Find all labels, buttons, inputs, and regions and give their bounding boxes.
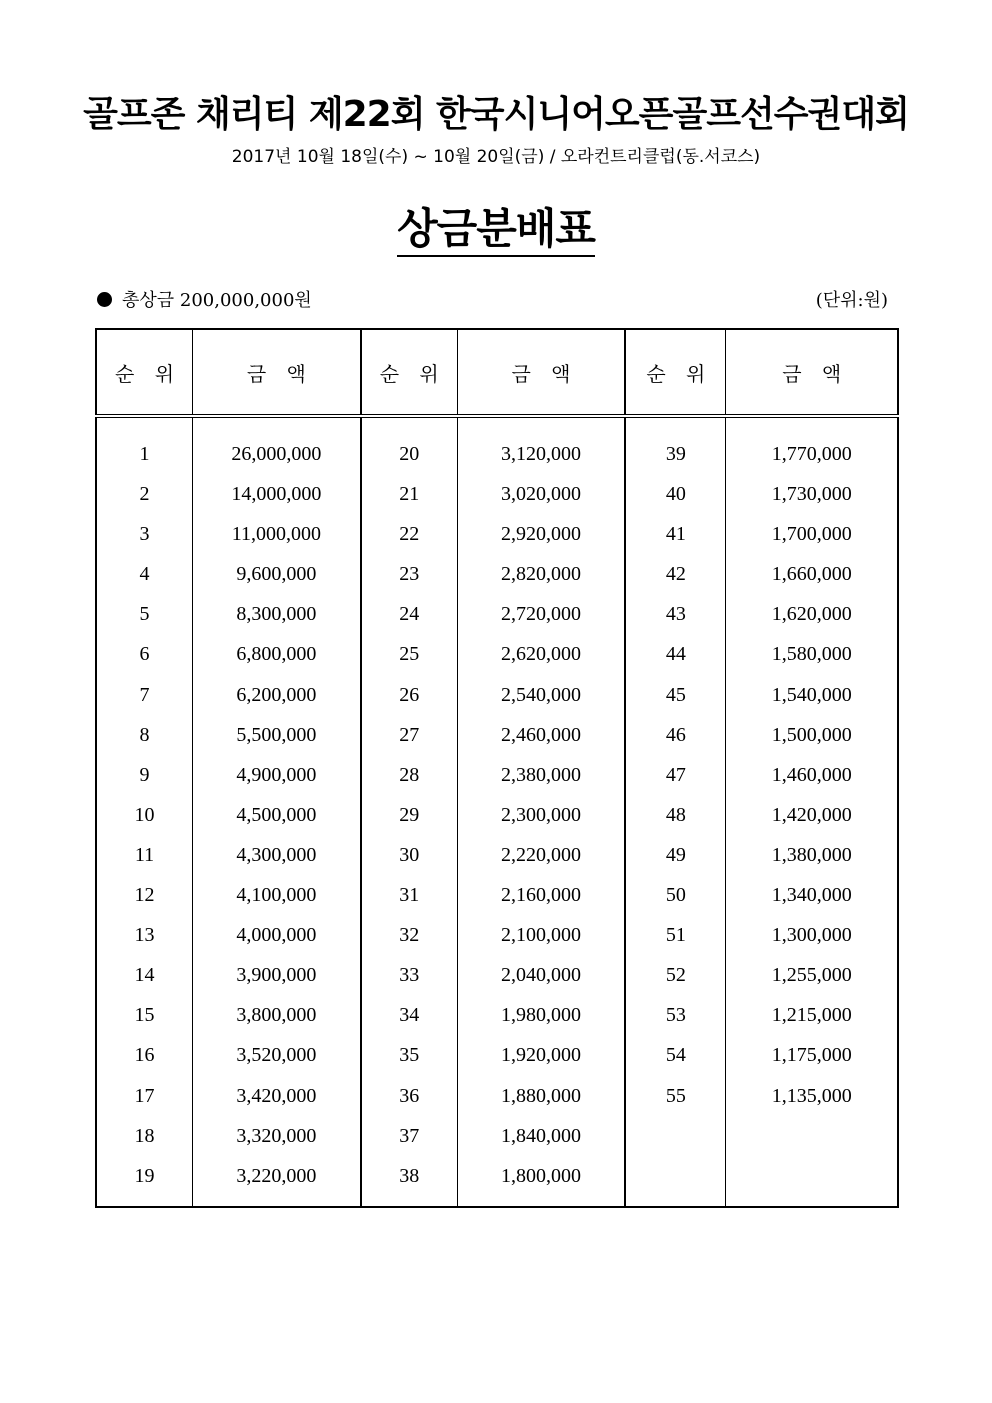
amount-cell: 3,420,000 <box>236 1084 317 1107</box>
rank-cell: 33 <box>399 964 420 987</box>
amount-cell: 4,500,000 <box>236 803 317 826</box>
rank-cell: 30 <box>399 843 420 866</box>
amount-column-2 <box>457 416 625 1207</box>
rank-cell: 51 <box>665 924 686 947</box>
rank-cell: 45 <box>665 683 686 706</box>
amount-cell: 2,220,000 <box>501 843 581 866</box>
rank-cell: 48 <box>665 803 686 826</box>
amount-cell: 1,340,000 <box>771 884 852 907</box>
tournament-title: 골프존 채리티 제22회 한국시니어오픈골프선수권대회 <box>83 94 909 135</box>
rank-cell: 28 <box>399 763 420 786</box>
amount-cell: 2,040,000 <box>501 964 581 987</box>
rank-cell: 8 <box>139 723 150 746</box>
rank-cell: 15 <box>134 1004 155 1027</box>
amount-cell: 3,520,000 <box>236 1044 317 1067</box>
amount-header: 금 액 <box>193 329 361 416</box>
rank-cell: 38 <box>399 1164 420 1187</box>
amount-cell: 1,380,000 <box>771 843 852 866</box>
document-heading-text: 상금분배표 <box>397 204 595 257</box>
amount-cell: 2,620,000 <box>501 643 581 666</box>
rank-cell: 5 <box>139 603 150 626</box>
amount-cell: 9,600,000 <box>236 563 317 586</box>
amount-cell: 1,770,000 <box>771 443 852 465</box>
amount-cell: 2,380,000 <box>501 763 581 786</box>
amount-cell: 3,220,000 <box>236 1164 317 1187</box>
rank-cell: 16 <box>134 1044 155 1067</box>
rank-cell: 3 <box>139 523 150 546</box>
rank-cell: 12 <box>134 884 155 907</box>
rank-cell: 7 <box>139 683 150 706</box>
amount-cell: 4,300,000 <box>236 843 317 866</box>
rank-cell: 49 <box>665 843 686 866</box>
amount-header: 금 액 <box>726 329 898 416</box>
rank-cell: 10 <box>134 803 155 826</box>
rank-cell: 20 <box>399 443 420 465</box>
amount-cell: 2,160,000 <box>501 884 581 907</box>
rank-cell: 41 <box>665 523 686 546</box>
rank-cell: 37 <box>399 1124 420 1147</box>
rank-cell: 53 <box>665 1004 686 1027</box>
rank-cell: 2 <box>139 483 150 506</box>
rank-cell: 9 <box>139 763 150 786</box>
rank-header: 순 위 <box>625 329 726 416</box>
rank-column-1 <box>96 416 193 1207</box>
tournament-dates-venue: 2017년 10월 18일(수) ~ 10월 20일(금) / 오라컨트리클럽(동.서코스) <box>231 147 761 167</box>
amount-cell: 1,215,000 <box>771 1004 852 1027</box>
rank-cell: 21 <box>399 483 420 506</box>
total-prize <box>97 286 312 312</box>
rank-header: 순 위 <box>96 329 193 416</box>
rank-cell: 14 <box>134 964 155 987</box>
rank-cell: 31 <box>399 884 420 907</box>
unit-label: (단위:원) <box>815 290 888 311</box>
rank-cell: 35 <box>399 1044 420 1067</box>
rank-cell: 42 <box>665 563 686 586</box>
amount-cell: 2,540,000 <box>501 683 581 706</box>
amount-cell: 3,020,000 <box>501 483 581 506</box>
amount-cell: 6,200,000 <box>236 683 317 706</box>
amount-cell: 4,900,000 <box>236 763 317 786</box>
bullet-icon <box>97 292 112 307</box>
amount-cell: 8,300,000 <box>236 603 317 626</box>
amount-cell: 2,820,000 <box>501 563 581 586</box>
amount-cell: 26,000,000 <box>231 443 322 465</box>
rank-cell: 40 <box>665 483 686 506</box>
rank-cell: 34 <box>399 1004 420 1027</box>
rank-column-3 <box>625 416 726 1207</box>
amount-cell: 2,300,000 <box>501 803 581 826</box>
rank-cell: 55 <box>665 1084 686 1107</box>
rank-cell: 32 <box>399 924 420 947</box>
amount-cell: 1,580,000 <box>771 643 852 666</box>
amount-cell: 3,120,000 <box>501 443 581 465</box>
amount-cell: 1,500,000 <box>771 723 852 746</box>
rank-column-2 <box>361 416 458 1207</box>
amount-cell: 1,800,000 <box>501 1164 581 1187</box>
rank-cell: 47 <box>665 763 686 786</box>
rank-cell: 36 <box>399 1084 420 1107</box>
rank-cell: 24 <box>399 603 420 626</box>
rank-cell: 44 <box>665 643 686 666</box>
table-header-row <box>96 329 898 416</box>
amount-cell: 6,800,000 <box>236 643 317 666</box>
amount-cell: 4,000,000 <box>236 924 317 947</box>
rank-cell: 52 <box>665 964 686 987</box>
rank-cell: 1 <box>139 443 150 465</box>
document-heading <box>0 196 992 256</box>
rank-header: 순 위 <box>361 329 458 416</box>
rank-cell: 29 <box>399 803 420 826</box>
amount-cell: 1,920,000 <box>501 1044 581 1067</box>
amount-cell: 5,500,000 <box>236 723 317 746</box>
table-body-row <box>96 416 898 1207</box>
rank-cell: 11 <box>134 843 155 866</box>
amount-cell: 1,175,000 <box>771 1044 852 1067</box>
amount-cell: 1,660,000 <box>771 563 852 586</box>
amount-cell: 2,460,000 <box>501 723 581 746</box>
rank-cell: 25 <box>399 643 420 666</box>
rank-cell: 13 <box>134 924 155 947</box>
amount-cell: 1,880,000 <box>501 1084 581 1107</box>
amount-cell: 3,800,000 <box>236 1004 317 1027</box>
amount-cell: 4,100,000 <box>236 884 317 907</box>
amount-cell: 1,255,000 <box>771 964 852 987</box>
rank-cell: 19 <box>134 1164 155 1187</box>
rank-cell: 50 <box>665 884 686 907</box>
amount-cell: 1,980,000 <box>501 1004 581 1027</box>
rank-cell: 6 <box>139 643 150 666</box>
rank-cell: 39 <box>665 443 686 465</box>
amount-column-1 <box>193 416 361 1207</box>
amount-header: 금 액 <box>457 329 625 416</box>
prize-distribution-table <box>95 328 899 1208</box>
amount-cell: 1,420,000 <box>771 803 852 826</box>
rank-cell: 23 <box>399 563 420 586</box>
amount-cell: 2,720,000 <box>501 603 581 626</box>
amount-cell: 3,900,000 <box>236 964 317 987</box>
amount-cell: 1,620,000 <box>771 603 852 626</box>
amount-cell: 1,460,000 <box>771 763 852 786</box>
amount-cell: 14,000,000 <box>231 483 322 506</box>
amount-cell: 11,000,000 <box>231 523 321 546</box>
amount-cell: 1,540,000 <box>771 683 852 706</box>
amount-cell: 1,730,000 <box>771 483 852 506</box>
amount-cell: 1,840,000 <box>501 1124 581 1147</box>
amount-cell: 1,700,000 <box>771 523 852 546</box>
rank-cell: 4 <box>139 563 150 586</box>
rank-cell: 18 <box>134 1124 155 1147</box>
total-prize-text: 총상금 200,000,000원 <box>122 290 312 311</box>
amount-cell: 1,300,000 <box>771 924 852 947</box>
rank-cell: 26 <box>399 683 420 706</box>
amount-column-3 <box>726 416 898 1207</box>
rank-cell: 43 <box>665 603 686 626</box>
amount-cell: 2,100,000 <box>501 924 581 947</box>
amount-cell: 1,135,000 <box>771 1084 852 1107</box>
rank-cell: 17 <box>134 1084 155 1107</box>
rank-cell: 54 <box>665 1044 686 1067</box>
amount-cell: 3,320,000 <box>236 1124 317 1147</box>
rank-cell: 22 <box>399 523 420 546</box>
rank-cell: 46 <box>665 723 686 746</box>
amount-cell: 2,920,000 <box>501 523 581 546</box>
rank-cell: 27 <box>399 723 420 746</box>
